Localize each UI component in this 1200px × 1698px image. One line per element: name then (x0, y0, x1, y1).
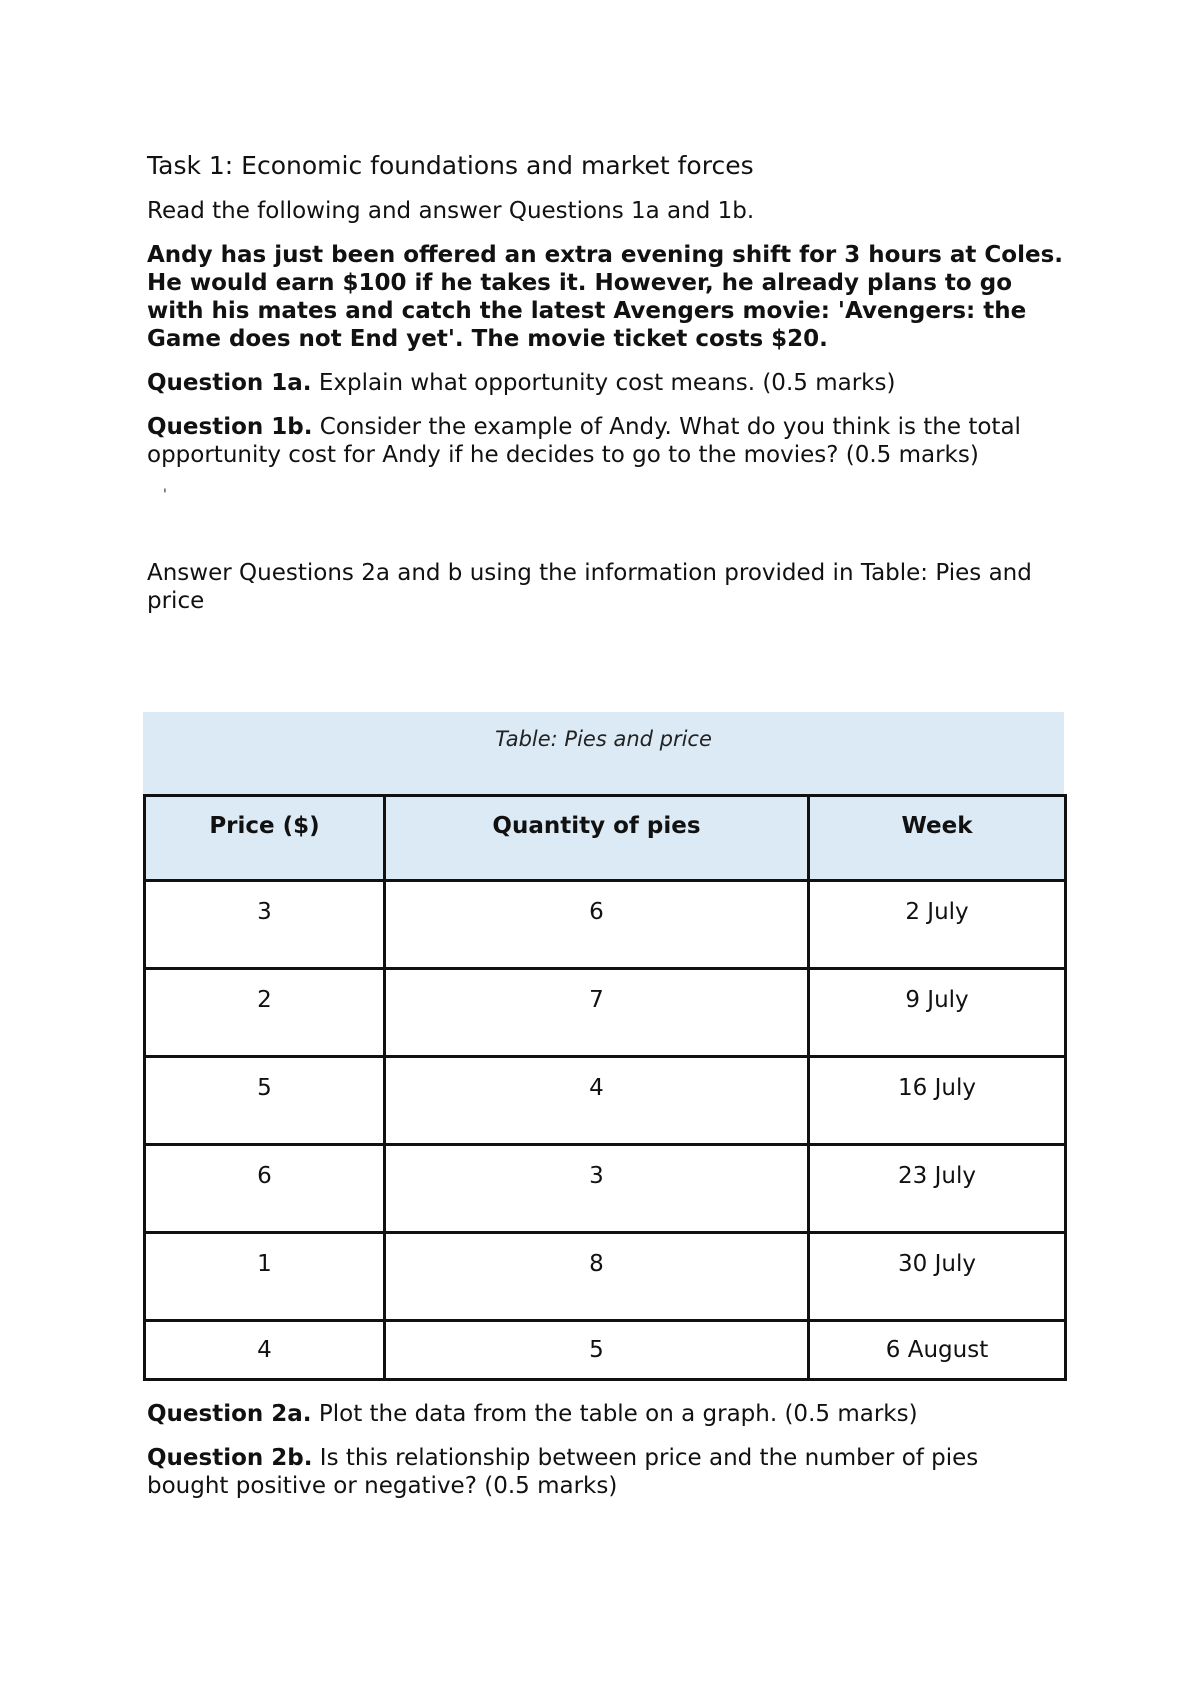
cell-price: 2 (145, 969, 385, 1057)
cell-week: 9 July (809, 969, 1066, 1057)
cell-week: 23 July (809, 1145, 1066, 1233)
pies-table-container (143, 712, 1064, 1381)
table-row (145, 969, 1066, 1057)
table-row (145, 881, 1066, 969)
question-1a-label: Question 1a. (147, 370, 312, 397)
header-week: Week (809, 796, 1066, 881)
question-1b-label: Question 1b. (147, 414, 313, 441)
cell-price: 6 (145, 1145, 385, 1233)
pies-and-price-table (143, 794, 1067, 1381)
cell-quantity: 4 (385, 1057, 809, 1145)
cell-price: 3 (145, 881, 385, 969)
question-2b (147, 1444, 1067, 1500)
cell-price: 5 (145, 1057, 385, 1145)
table-row (145, 1233, 1066, 1321)
table-header-row (145, 796, 1066, 881)
cell-week: 30 July (809, 1233, 1066, 1321)
cell-price: 1 (145, 1233, 385, 1321)
cell-quantity: 3 (385, 1145, 809, 1233)
cell-quantity: 6 (385, 881, 809, 969)
cell-price: 4 (145, 1321, 385, 1380)
cell-quantity: 7 (385, 969, 809, 1057)
question-2-intro: Answer Questions 2a and b using the information provided in Table: Pies and price (147, 560, 1032, 615)
table-caption: Table: Pies and price (143, 712, 1064, 794)
task-title: Task 1: Economic foundations and market forces (147, 151, 754, 180)
question-1a-text: Explain what opportunity cost means. (0.5 marks) (311, 370, 896, 397)
scenario-text: Andy has just been offered an extra evening shift for 3 hours at Coles. He would earn $100 if he takes it. However, he already plans to go with his mates and catch the latest Avengers movie: 'Avengers: the Game does not End yet'. The movie ticket costs $20. (147, 242, 1063, 353)
question-2a-text: Plot the data from the table on a graph. (0.5 marks) (311, 1401, 918, 1427)
cell-week: 16 July (809, 1057, 1066, 1145)
cell-week: 6 August (809, 1321, 1066, 1380)
question-2a-label: Question 2a. (147, 1401, 312, 1427)
table-row (145, 1057, 1066, 1145)
document-body (147, 150, 1067, 631)
questions-2 (147, 1400, 1067, 1516)
question-1b-text: Consider the example of Andy. What do you think is the total opportunity cost for Andy if he decides to go to the movies? (0.5 marks) (147, 414, 1021, 469)
cell-quantity: 5 (385, 1321, 809, 1380)
question-2b-text: Is this relationship between price and the number of pies bought positive or negative? (0.5 marks) (147, 1445, 979, 1499)
intro-text: Read the following and answer Questions 1a and 1b. (147, 198, 755, 225)
cell-week: 2 July (809, 881, 1066, 969)
table-row (145, 1145, 1066, 1233)
stray-mark: ' (163, 487, 167, 504)
cell-quantity: 8 (385, 1233, 809, 1321)
header-quantity: Quantity of pies (385, 796, 809, 881)
question-1b (147, 413, 1067, 469)
header-price: Price ($) (145, 796, 385, 881)
question-1a (147, 369, 1067, 397)
question-2a (147, 1400, 1067, 1428)
question-2b-label: Question 2b. (147, 1445, 313, 1471)
table-row (145, 1321, 1066, 1380)
